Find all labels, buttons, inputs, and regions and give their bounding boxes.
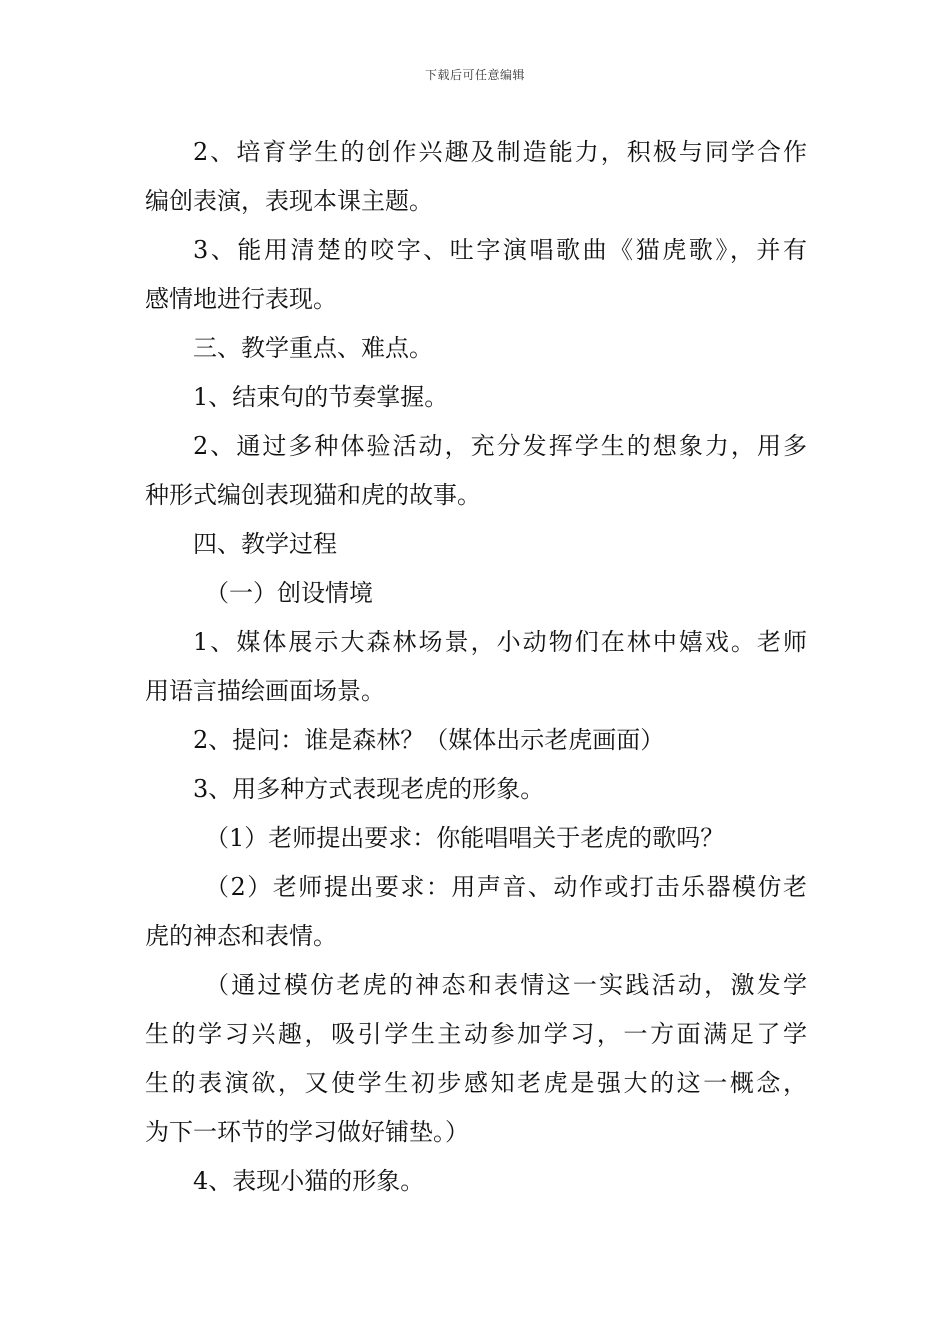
- text-line: 2、通过多种体验活动，充分发挥学生的想象力，用多: [193, 432, 807, 460]
- text-line: 4、表现小猫的形象。: [193, 1167, 425, 1195]
- page-header: 下载后可任意编辑: [424, 68, 525, 82]
- text-line: 虎的神态和表情。: [145, 922, 337, 950]
- text-line: 3、能用清楚的咬字、吐字演唱歌曲《猫虎歌》，并有: [193, 236, 807, 264]
- text-line: 三、教学重点、难点。: [193, 334, 433, 362]
- text-line: 2、提问：谁是森林？（媒体出示老虎画面）: [193, 726, 665, 754]
- text-line: 感情地进行表现。: [145, 285, 337, 313]
- text-line: 3、用多种方式表现老虎的形象。: [193, 775, 545, 803]
- text-line: 1、结束句的节奏掌握。: [193, 383, 449, 411]
- document-body: [145, 128, 807, 1206]
- text-line: 生的学习兴趣，吸引学生主动参加学习，一方面满足了学: [145, 1020, 807, 1048]
- text-line: 生的表演欲，又使学生初步感知老虎是强大的这一概念，: [145, 1069, 807, 1097]
- text-line: 编创表演，表现本课主题。: [145, 187, 433, 215]
- text-line: （2）老师提出要求：用声音、动作或打击乐器模仿老: [205, 873, 807, 901]
- text-line: 四、教学过程: [193, 530, 337, 558]
- text-line: （一）创设情境: [205, 579, 373, 607]
- text-line: （通过模仿老虎的神态和表情这一实践活动，激发学: [205, 971, 807, 999]
- text-line: （1）老师提出要求：你能唱唱关于老虎的歌吗？: [205, 824, 725, 852]
- text-line: 为下一环节的学习做好铺垫。）: [145, 1118, 469, 1146]
- text-line: 1、媒体展示大森林场景，小动物们在林中嬉戏。老师: [193, 628, 807, 656]
- text-line: 用语言描绘画面场景。: [145, 677, 385, 705]
- text-line: 种形式编创表现猫和虎的故事。: [145, 481, 481, 509]
- text-line: 2、培育学生的创作兴趣及制造能力，积极与同学合作: [193, 138, 807, 166]
